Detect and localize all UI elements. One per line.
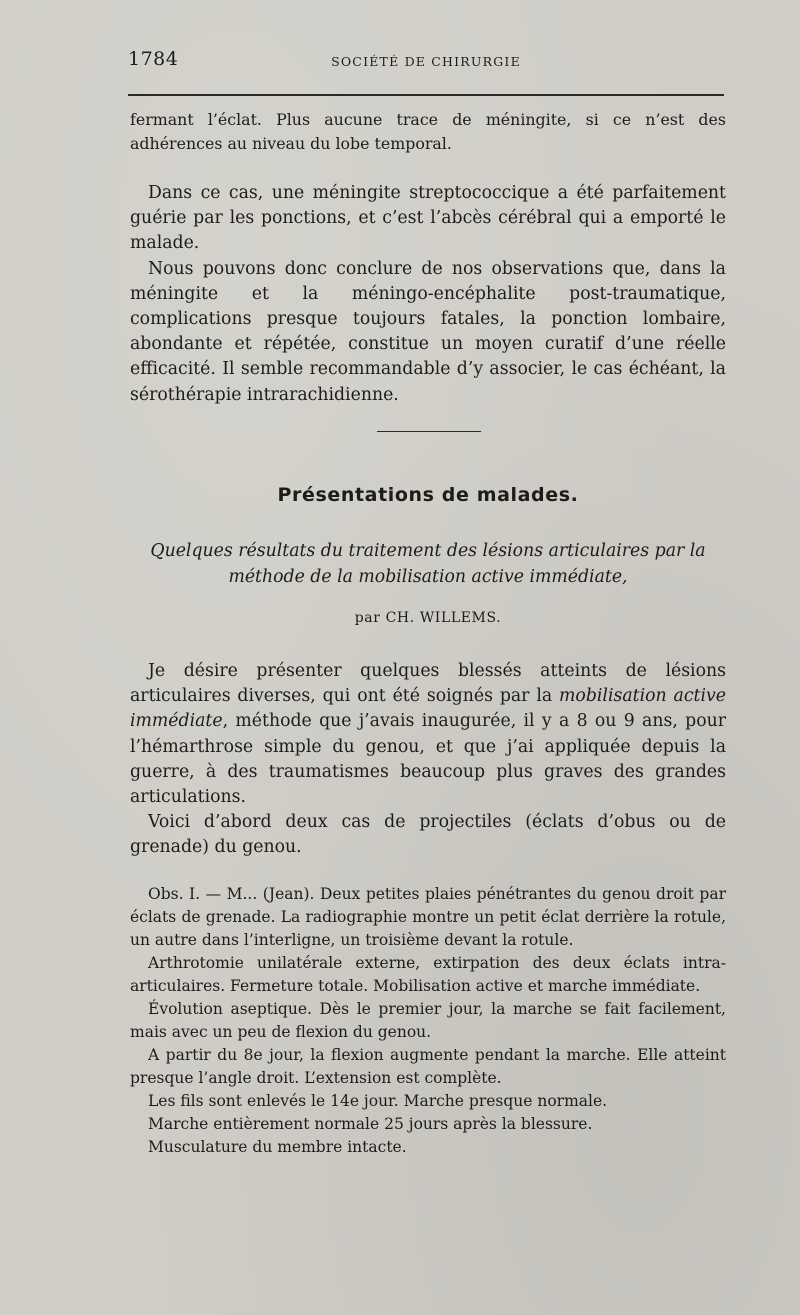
observation-line: Marche entièrement normale 25 jours après la blessure. [148,1115,593,1133]
observation-line: Évolution aseptique. Dès le premier jour, la marche se fait facilement, mais avec un peu de flexion du genou. [130,1000,726,1041]
conclusion-paragraph: Dans ce cas, une méningite streptococcique a été parfaitement guérie par les ponctions, et c’est l’abcès cérébral qui a emporté le malade. [130,183,726,254]
header-rule [128,94,724,96]
observation-line: Les fils sont enlevés le 14e jour. Marche presque normale. [148,1092,608,1110]
running-title: SOCIÉTÉ DE CHIRURGIE [331,54,521,69]
conclusion-text [130,181,726,408]
section-heading: Présentations de malades. [277,484,579,506]
body-paragraph [130,659,726,810]
intro-text [130,108,726,155]
observation-line: Obs. I. — M... (Jean). Deux petites plaies pénétrantes du genou droit par éclats de grenade. La radiographie montre un petit éclat derrière la rotule, un autre dans l’interligne, un troisième devant la rotule. [130,885,726,949]
page-header [128,48,724,78]
page-number: 1784 [128,48,179,70]
observation-line: A partir du 8e jour, la flexion augmente pendant la marche. Elle atteint presque l’angle droit. L’extension est complète. [130,1046,726,1087]
body-text: , méthode que j’avais inaugurée, il y a 8 ou 9 ans, pour l’hémarthrose simple du genou, et que j’ai appliquée depuis la guerre, à des traumatismes beaucoup plus graves des grandes articulations. [130,711,726,808]
observation-line: Arthrotomie unilatérale externe, extirpation des deux éclats intra-articulaires. Fermeture totale. Mobilisation active et marche immédiate. [130,954,726,995]
article-body [130,659,726,861]
body-paragraph: Voici d’abord deux cas de projectiles (éclats d’obus ou de grenade) du genou. [130,812,726,858]
article-byline: par CH. WILLEMS. [354,610,502,626]
conclusion-paragraph: Nous pouvons donc conclure de nos observations que, dans la méningite et la méningo-encéphalite post-traumatique, complications presque toujours fatales, la ponction lombaire, abondante et répétée, constitue un moyen curatif d’une réelle efficacité. Il semble recommandable d’y associer, le cas échéant, la sérothérapie intrarachidienne. [130,258,726,405]
intro-paragraph: fermant l’éclat. Plus aucune trace de méningite, si ce n’est des adhérences au niveau du lobe temporal. [130,110,726,153]
body-emphasis: mobilisation active immédiate [130,686,726,732]
section-separator [377,431,481,432]
body-text: Je désire présenter quelques blessés atteints de lésions articulaires diverses, qui ont été soignés par la [130,661,726,707]
observation-block [130,883,726,1159]
observation-line: Musculature du membre intacte. [148,1138,407,1156]
article-title: Quelques résultats du traitement des lésions articulaires par la méthode de la mobilisation active immédiate, [150,541,706,587]
